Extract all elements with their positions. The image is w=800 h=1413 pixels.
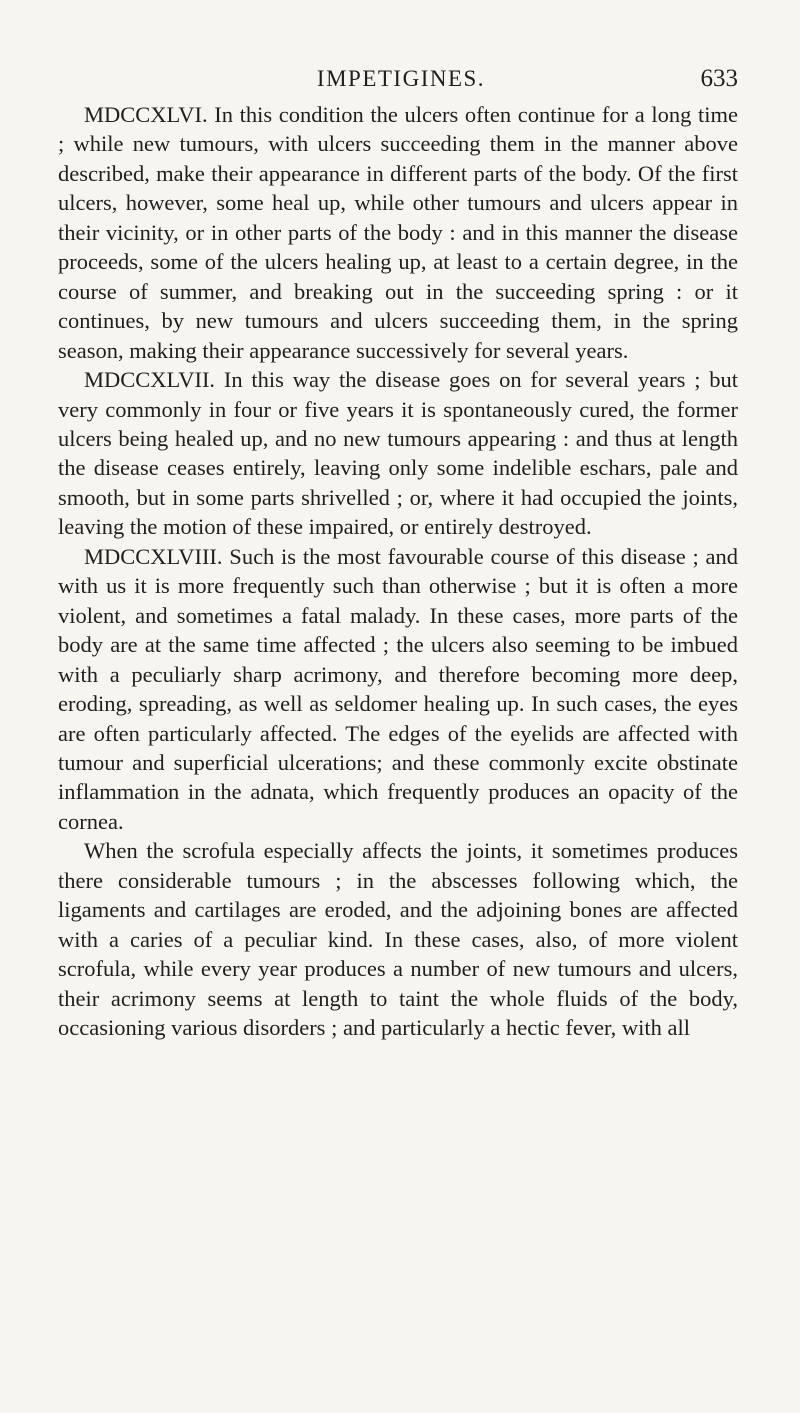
body-text (58, 100, 738, 1043)
paragraph-mdccxlvii: MDCCXLVII. In this way the disease goes on for several years ; but very commonly in four or five years it is spontaneously cured, the former ulcers being healed up, and no new tumours appearing : and thus at length the disease ceases entirely, leaving only some indelible eschars, pale and smooth, but in some parts shrivelled ; or, where it had occupied the joints, leaving the motion of these impaired, or entirely destroyed. (58, 367, 738, 540)
paragraph-scrofula-joints: When the scrofula especially affects the joints, it sometimes produces there considerable tumours ; in the abscesses following which, the ligaments and cartilages are eroded, and the adjoining bones are affected with a caries of a peculiar kind. In these cases, also, of more violent scrofula, while every year produces a number of new tumours and ulcers, their acrimony seems at length to taint the whole fluids of the body, occasioning various disorders ; and particularly a hectic fever, with all (58, 838, 738, 1041)
paragraph-mdccxlvi: MDCCXLVI. In this condition the ulcers often continue for a long time ; while new tumours, with ulcers succeeding them in the manner above described, make their appearance in different parts of the body. Of the first ulcers, however, some heal up, while other tumours and ulcers appear in their vicinity, or in other parts of the body : and in this manner the disease proceeds, some of the ulcers healing up, at least to a certain degree, in the course of summer, and breaking out in the succeeding spring : or it continues, by new tumours and ulcers succeeding them, in the spring season, making their appearance successively for several years. (58, 102, 738, 363)
paragraph-mdccxlviii: MDCCXLVIII. Such is the most favourable course of this disease ; and with us it is more frequently such than otherwise ; but it is often a more violent, and sometimes a fatal malady. In these cases, more parts of the body are at the same time affected ; the ulcers also seeming to be imbued with a peculiarly sharp acrimony, and therefore becoming more deep, eroding, spreading, as well as seldomer healing up. In such cases, the eyes are often particularly affected. The edges of the eyelids are affected with tumour and superficial ulcerations; and these commonly excite obstinate inflammation in the adnata, which frequently produces an opacity of the cornea. (58, 543, 738, 834)
page-number: 633 (700, 65, 738, 92)
running-title: IMPETIGINES. (316, 66, 486, 91)
running-head (58, 62, 738, 96)
